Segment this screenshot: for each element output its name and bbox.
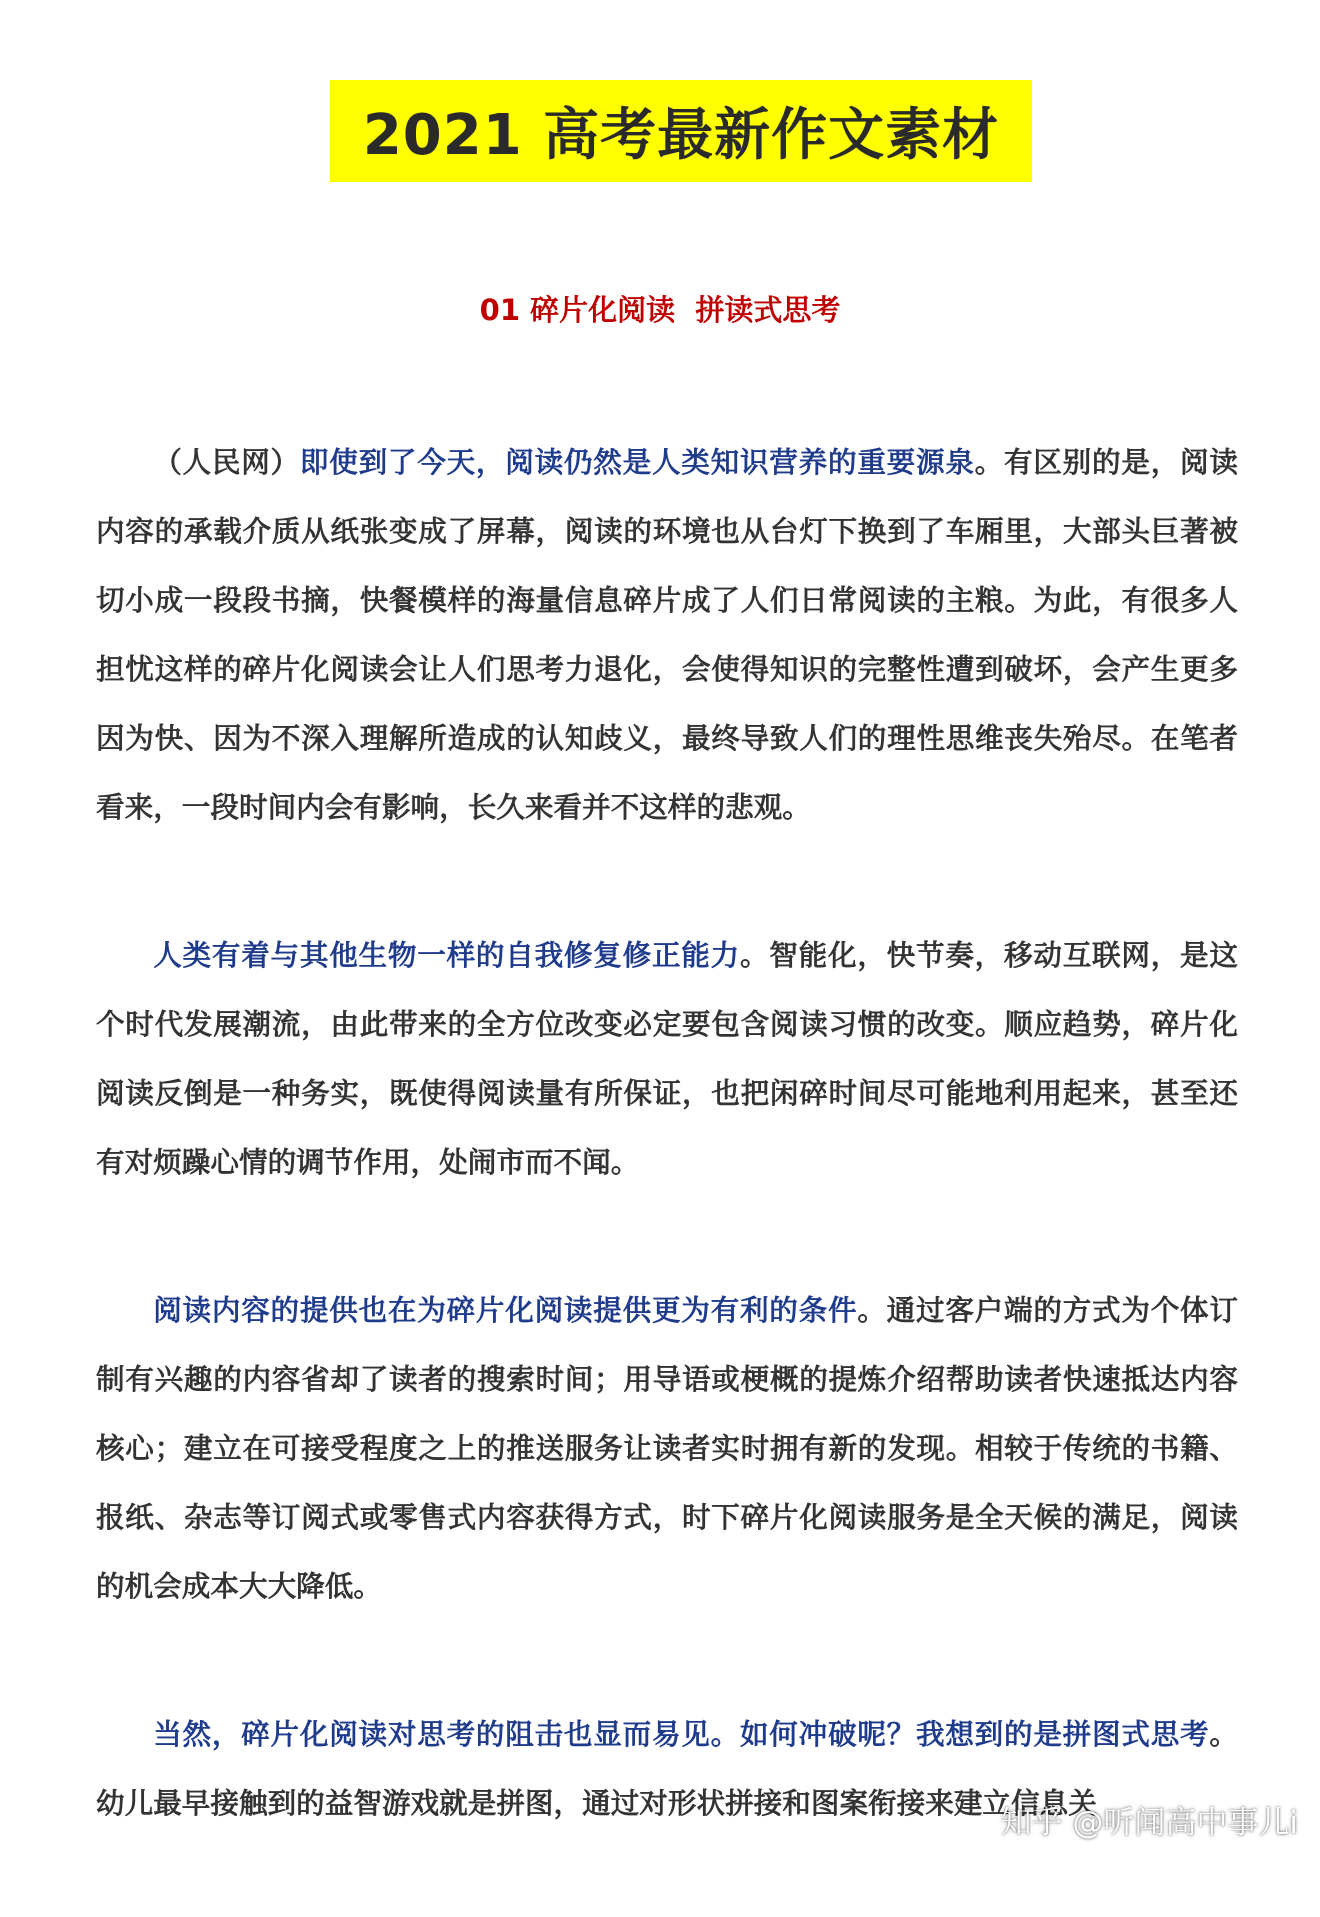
section-heading: 01 碎片化阅读 拼读式思考 (479, 293, 841, 327)
paragraph-highlight: 当然，碎片化阅读对思考的阻击也显而易见。如何冲破呢？我想到的是拼图式思考 (153, 1717, 1210, 1751)
paragraph-highlight: 即使到了今天，阅读仍然是人类知识营养的重要源泉 (299, 445, 975, 479)
paragraph-2 (96, 921, 1238, 1197)
article-body (96, 428, 1238, 1917)
paragraph-lead: （人民网） (153, 445, 300, 479)
paragraph-highlight: 人类有着与其他生物一样的自我修复修正能力 (153, 938, 740, 972)
paragraph-text: 。通过客户端的方式为个体订制有兴趣的内容省却了读者的搜索时间；用导语或梗概的提炼介绍帮助读者快速抵达内容核心；建立在可接受程度之上的推送服务让读者实时拥有新的发现。相较于传统的书籍、报纸、杂志等订阅式或零售式内容获得方式，时下碎片化阅读服务是全天候的满足，阅读的机会成本大大降低。 (96, 1293, 1238, 1603)
paragraph-text: 。智能化，快节奏，移动互联网，是这个时代发展潮流，由此带来的全方位改变必定要包含阅读习惯的改变。顺应趋势，碎片化阅读反倒是一种务实，既使得阅读量有所保证，也把闲碎时间尽可能地利用起来，甚至还有对烦躁心情的调节作用，处闹市而不闻。 (96, 938, 1238, 1179)
paragraph-highlight: 阅读内容的提供也在为碎片化阅读提供更为有利的条件 (153, 1293, 858, 1327)
watermark: 知乎 @听闻高中事儿i (1000, 1805, 1298, 1841)
paragraph-text: 。有区别的是，阅读内容的承载介质从纸张变成了屏幕，阅读的环境也从台灯下换到了车厢里，大部头巨著被切小成一段段书摘，快餐模样的海量信息碎片成了人们日常阅读的主粮。为此，有很多人担忧这样的碎片化阅读会让人们思考力退化，会使得知识的完整性遭到破坏，会产生更多因为快、因为不深入理解所造成的认知歧义，最终导致人们的理性思维丧失殆尽。在笔者看来，一段时间内会有影响，长久来看并不这样的悲观。 (96, 445, 1238, 824)
paragraph-text: 。幼儿最早接触到的益智游戏就是拼图，通过对形状拼接和图案衔接来建立信息关 (96, 1717, 1238, 1820)
page-title: 2021 高考最新作文素材 (362, 103, 1000, 168)
paragraph-1 (96, 428, 1238, 842)
paragraph-3 (96, 1276, 1238, 1621)
title-banner (330, 80, 1032, 182)
